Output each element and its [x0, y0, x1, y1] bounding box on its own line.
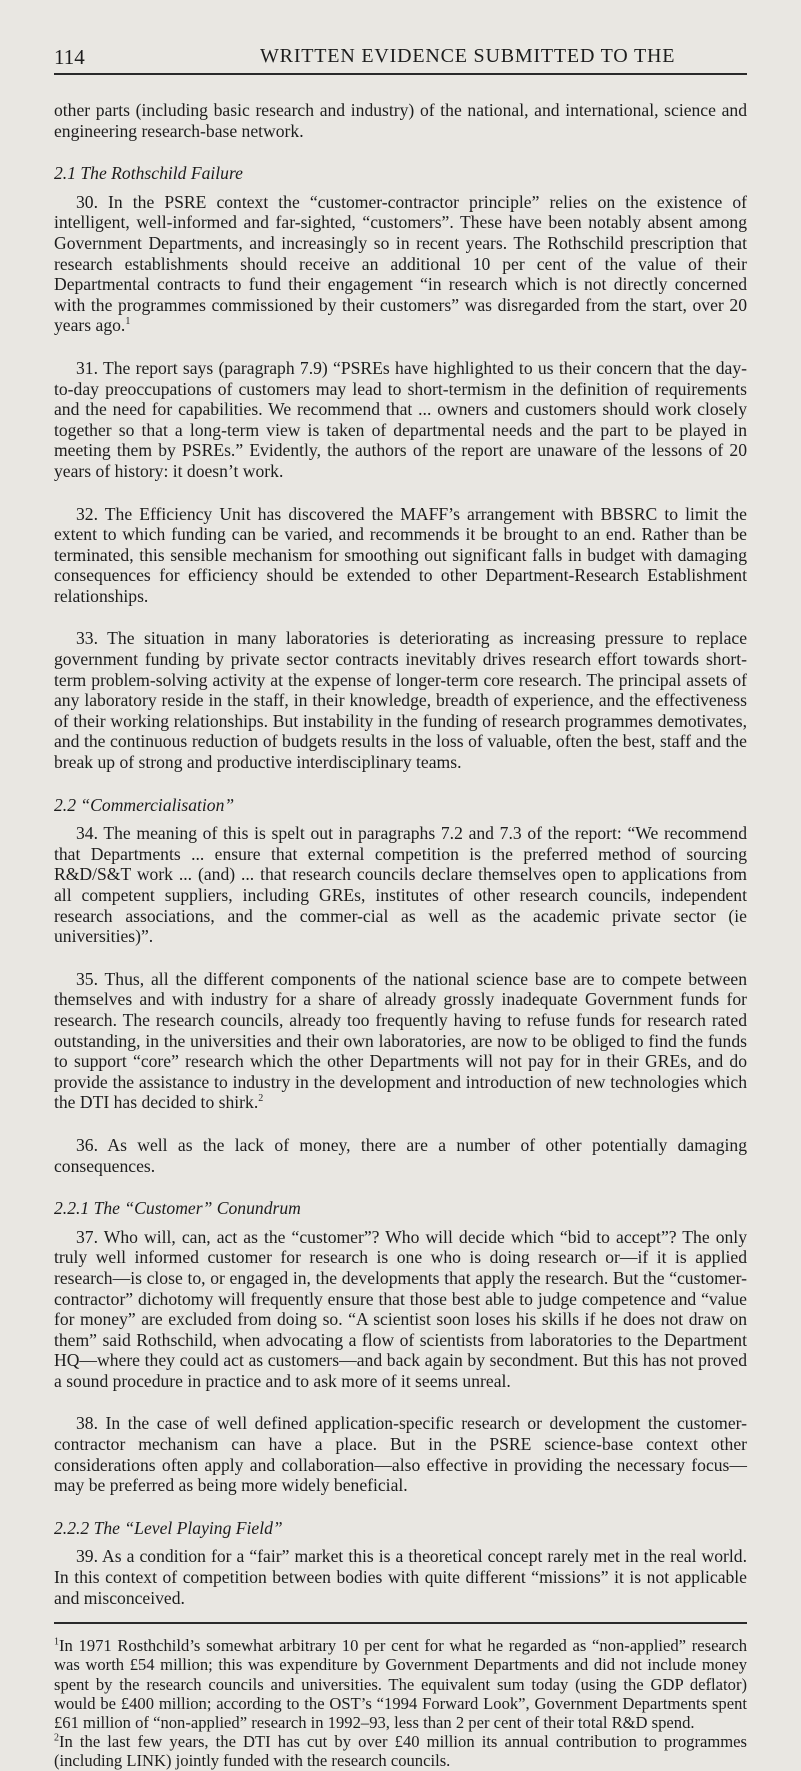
paragraph-37: 37. Who will, can, act as the “customer”? Who will decide which “bid to accept”? The only truly well informed customer for research is one who is doing research or—if it is applied research—is close to, or engaged in, the developments that apply the research. But the “customer-contractor” dichotomy will frequently ensure that those best able to judge competence and “value for money” are excluded from doing so. “A scientist soon loses his skills if he does not draw on them” said Rothschild, when advocating a flow of scientists from laboratories to the Department HQ—where they could act as customers—and back again by secondment. But this has not proved a sound procedure in practice and to ask more of it seems unreal. [54, 1226, 747, 1391]
footnote-ref-1[interactable]: 1 [125, 316, 131, 328]
paragraph-31: 31. The report says (paragraph 7.9) “PSREs have highlighted to us their concern that the day-to-day preoccupations of customers may lead to short-termism in the definition of requirements and the need for capabilities. We recommend that ... owners and customers should work closely together so that a long-term view is taken of departmental needs and the part to be played in meeting them by PSREs.” Evidently, the authors of the report are unaware of the lessons of 20 years of history: it doesn’t work. [54, 357, 747, 481]
section-heading-2-2-1: 2.2.1 The “Customer” Conundrum [54, 1198, 301, 1219]
section-heading-2-2: 2.2 “Commercialisation” [54, 794, 235, 815]
header-rule [54, 73, 747, 75]
footnote-2 [54, 1732, 747, 1770]
paragraph-36: 36. As well as the lack of money, there are a number of other potentially damaging consequences. [54, 1134, 747, 1176]
footnote-1 [54, 1636, 747, 1732]
page-number: 114 [54, 45, 85, 69]
section-heading-2-1: 2.1 The Rothschild Failure [54, 163, 243, 184]
paragraph-intro: other parts (including basic research and industry) of the national, and international, science and engineering research-base network. [54, 100, 747, 141]
paragraph-35-text: 35. Thus, all the different components of the national science base are to compete between themselves and with industry for a share of already grossly inadequate Government funds for research. The research councils, already too frequently having to refuse funds for research rated outstanding, in the universities and their own laboratories, are now to be obliged to find the funds to support “core” research which the other Departments will not pay for in their GREs, and do provide the assistance to industry in the development and introduction of new technologies which the DTI has decided to shirk. [54, 968, 747, 1113]
paragraph-39: 39. As a condition for a “fair” market this is a theoretical concept rarely met in the real world. In this context of competition between bodies with quite different “missions” it is not applicable and misconceived. [54, 1546, 747, 1608]
paragraph-38: 38. In the case of well defined application-specific research or development the customer-contractor mechanism can have a place. But in the PSRE science-base context other considerations often apply and collaboration—also effective in providing the necessary focus—may be preferred as being more widely beneficial. [54, 1413, 747, 1496]
footnote-2-mark: 2 [54, 1732, 59, 1744]
footnote-2-text: In the last few years, the DTI has cut by over £40 million its annual contribution to programmes (including LINK) jointly funded with the research councils. [54, 1732, 747, 1771]
footnote-rule [54, 1622, 747, 1624]
paragraph-30-text: 30. In the PSRE context the “customer-contractor principle” relies on the existence of intelligent, well-informed and far-sighted, “customers”. These have been notably absent among Government Departments, and increasingly so in recent years. The Rothschild prescription that research establishments should receive an additional 10 per cent of the value of their Departmental contracts to fund their engagement “in research which is not directly concerned with the programmes commissioned by their customers” was disregarded from the start, over 20 years ago. [54, 191, 747, 336]
footnote-ref-2[interactable]: 2 [258, 1093, 264, 1105]
running-head: WRITTEN EVIDENCE SUBMITTED TO THE [260, 45, 676, 67]
paragraph-33: 33. The situation in many laboratories is deteriorating as increasing pressure to replace government funding by private sector contracts inevitably drives research effort towards short-term problem-solving activity at the expense of longer-term core research. The principal assets of any laboratory reside in the staff, in their knowledge, breadth of experience, and the effectiveness of their working relationships. But instability in the funding of research programmes demotivates, and the continuous reduction of budgets results in the loss of valuable, often the best, staff and the break up of strong and productive interdisciplinary teams. [54, 628, 747, 773]
footnotes [54, 1636, 747, 1770]
footnote-1-text: In 1971 Rosthchild’s somewhat arbitrary 10 per cent for what he regarded as “non-applied” research was worth £54 million; this was expenditure by Government Departments and did not include money spent by the research councils and universities. The equivalent sum today (using the GDP deflator) would be £400 million; according to the OST’s “1994 Forward Look”, Government Departments spent £61 million of “non-applied” research in 1992–93, less than 2 per cent of their total R&D spend. [54, 1636, 747, 1733]
page-header [54, 45, 747, 69]
footnote-1-mark: 1 [54, 1636, 59, 1648]
main-text [54, 100, 747, 1771]
paragraph-30 [54, 192, 747, 336]
paragraph-35 [54, 969, 747, 1113]
paragraph-32: 32. The Efficiency Unit has discovered the MAFF’s arrangement with BBSRC to limit the extent to which funding can be varied, and recommends it be brought to an end. Rather than be terminated, this sensible mechanism for smoothing out significant falls in budget with damaging consequences for efficiency should be extended to other Department-Research Establishment relationships. [54, 503, 747, 606]
paragraph-34: 34. The meaning of this is spelt out in paragraphs 7.2 and 7.3 of the report: “We recommend that Departments ... ensure that external competition is the preferred method of sourcing R&D/S&T work ... (and) ... that research councils declare themselves open to applications from all competent suppliers, including GREs, institutes of other research councils, independent research associations, and the commer-cial as well as the academic private sector (ie universities)”. [54, 823, 747, 947]
section-heading-2-2-2: 2.2.2 The “Level Playing Field” [54, 1517, 283, 1538]
